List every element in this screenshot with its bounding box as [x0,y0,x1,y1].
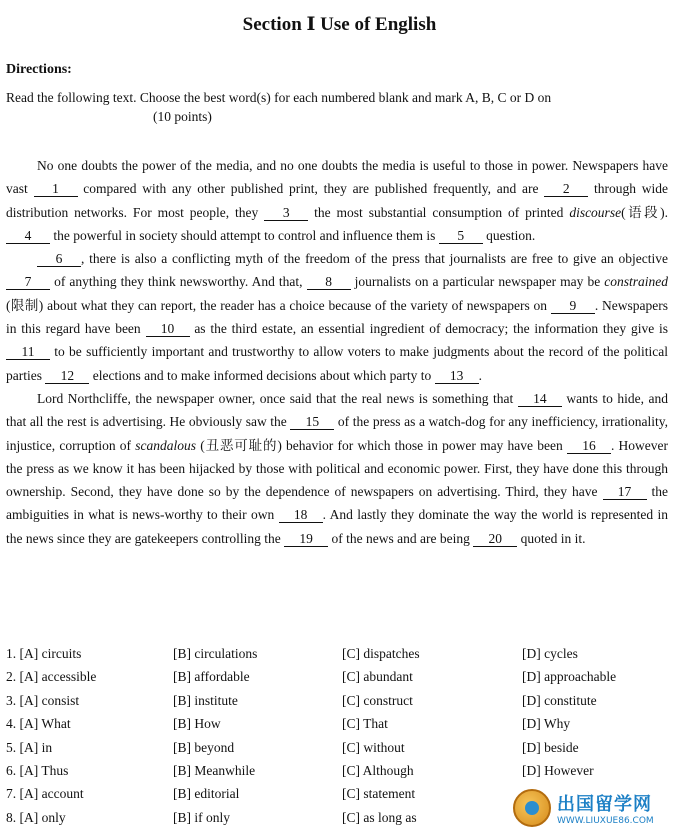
option-a: 6. [A] Thus [6,762,69,778]
option-c: [C] statement [342,786,416,802]
option-b: [B] affordable [173,669,250,685]
option-c: [C] That [342,716,388,732]
option-row-5 [6,740,668,763]
option-a: 7. [A] account [6,786,84,802]
option-row-3 [6,693,668,716]
directions-heading: Directions: [6,62,72,77]
blank-20: 20 [473,531,517,547]
option-c: [C] construct [342,692,413,708]
blank-9: 9 [551,298,595,314]
option-b: [B] How [173,716,221,732]
blank-11: 11 [6,344,50,360]
option-c: [C] Although [342,762,414,778]
directions-points: (10 points) [153,109,212,124]
blank-12: 12 [45,368,89,384]
option-row-4 [6,716,668,739]
paragraph-2: 6 , there is also a conflicting myth of the freedom of the press that journalists are free to give an objective 7 of anything they think newsworthy. And that, 8 journalists on a particular newspaper may be constrained (限制) about what they can report, the reader has a choice because of the variety of newspapers on 9 . Newspapers in this regard have been 10 as the third estate, an essential ingredient of democracy; the information they give is 11 to be sufficiently important and trustworthy to allow voters to make judgments about the record of the political parties 12 elections and to make informed decisions about which party to 13 . [6,251,669,383]
option-c: [C] as long as [342,809,417,825]
blank-7: 7 [6,274,50,290]
blank-17: 17 [603,484,647,500]
blank-3: 3 [264,205,308,221]
option-b: [B] Meanwhile [173,762,256,778]
option-d: [D] Why [522,716,571,732]
blank-19: 19 [284,531,328,547]
globe-icon [513,789,551,827]
option-b: [B] if only [173,809,230,825]
option-d: [D] approachable [522,669,617,685]
blank-4: 4 [6,228,50,244]
blank-18: 18 [279,507,323,523]
blank-10: 10 [146,321,190,337]
blank-8: 8 [307,274,351,290]
option-row-2 [6,669,668,692]
blank-16: 16 [567,438,611,454]
paragraph-1: No one doubts the power of the media, and no one doubts the media is useful to those in power. Newspapers have vast 1 compared with any other published print, they are published frequently, and are 2 through wide distribution networks. For most people, they 3 the most substantial consumption of printed discourse(语段). 4 the powerful in society should attempt to control and influence them is 5 question. [6,158,669,243]
blank-6: 6 [37,251,81,267]
blank-1: 1 [34,181,78,197]
option-b: [B] beyond [173,739,235,755]
option-a: 2. [A] accessible [6,669,97,685]
watermark-text: 出国留学网 [557,794,652,815]
option-row-1 [6,646,668,669]
paragraph-3: Lord Northcliffe, the newspaper owner, once said that the real news is something that 14 wants to hide, and that all the rest is advertising. He obviously saw the 15 of the press as a watch-dog for any inefficiency, irrationality, injustice, corruption of scandalous (丑恶可耻的) behavior for which those in power may have been 16 . However the press as we know it has been hijacked by those with political and economic power. First, they have done this through ownership. Second, they have done so by the dependence of newspapers on advertising. Third, they have 17 the ambiguities in what is news-worthy to their own 18 . And lastly they dominate the way the world is represented in the news since they are gatekeepers controlling the 19 of the news and are being 20 quoted in it. [6,390,669,546]
option-a: 3. [A] consist [6,692,80,708]
option-d: [D] However [522,762,594,778]
option-c: [C] dispatches [342,646,420,661]
option-b: [B] editorial [173,786,240,802]
passage [6,154,668,550]
option-c: [C] abundant [342,669,413,685]
blank-14: 14 [518,391,562,407]
option-c: [C] without [342,739,405,755]
option-d: [D] cycles [522,646,578,661]
option-a: 5. [A] in [6,739,53,755]
option-a: 1. [A] circuits [6,646,82,661]
blank-13: 13 [435,368,479,384]
option-b: [B] institute [173,692,238,708]
blank-15: 15 [290,414,334,430]
option-row-6 [6,763,668,786]
option-a: 4. [A] What [6,716,71,732]
option-d: [D] beside [522,739,579,755]
watermark-url: WWW.LIUXUE86.COM [557,816,654,826]
section-title: Section Ⅰ Use of English [242,14,437,35]
directions-text: Read the following text. Choose the best word(s) for each numbered blank and mark A, B, C or D on [6,90,552,105]
blank-5: 5 [439,228,483,244]
option-d: [D] constitute [522,692,597,708]
watermark-logo [513,785,673,831]
blank-2: 2 [544,181,588,197]
option-b: [B] circulations [173,646,258,661]
option-a: 8. [A] only [6,809,66,825]
